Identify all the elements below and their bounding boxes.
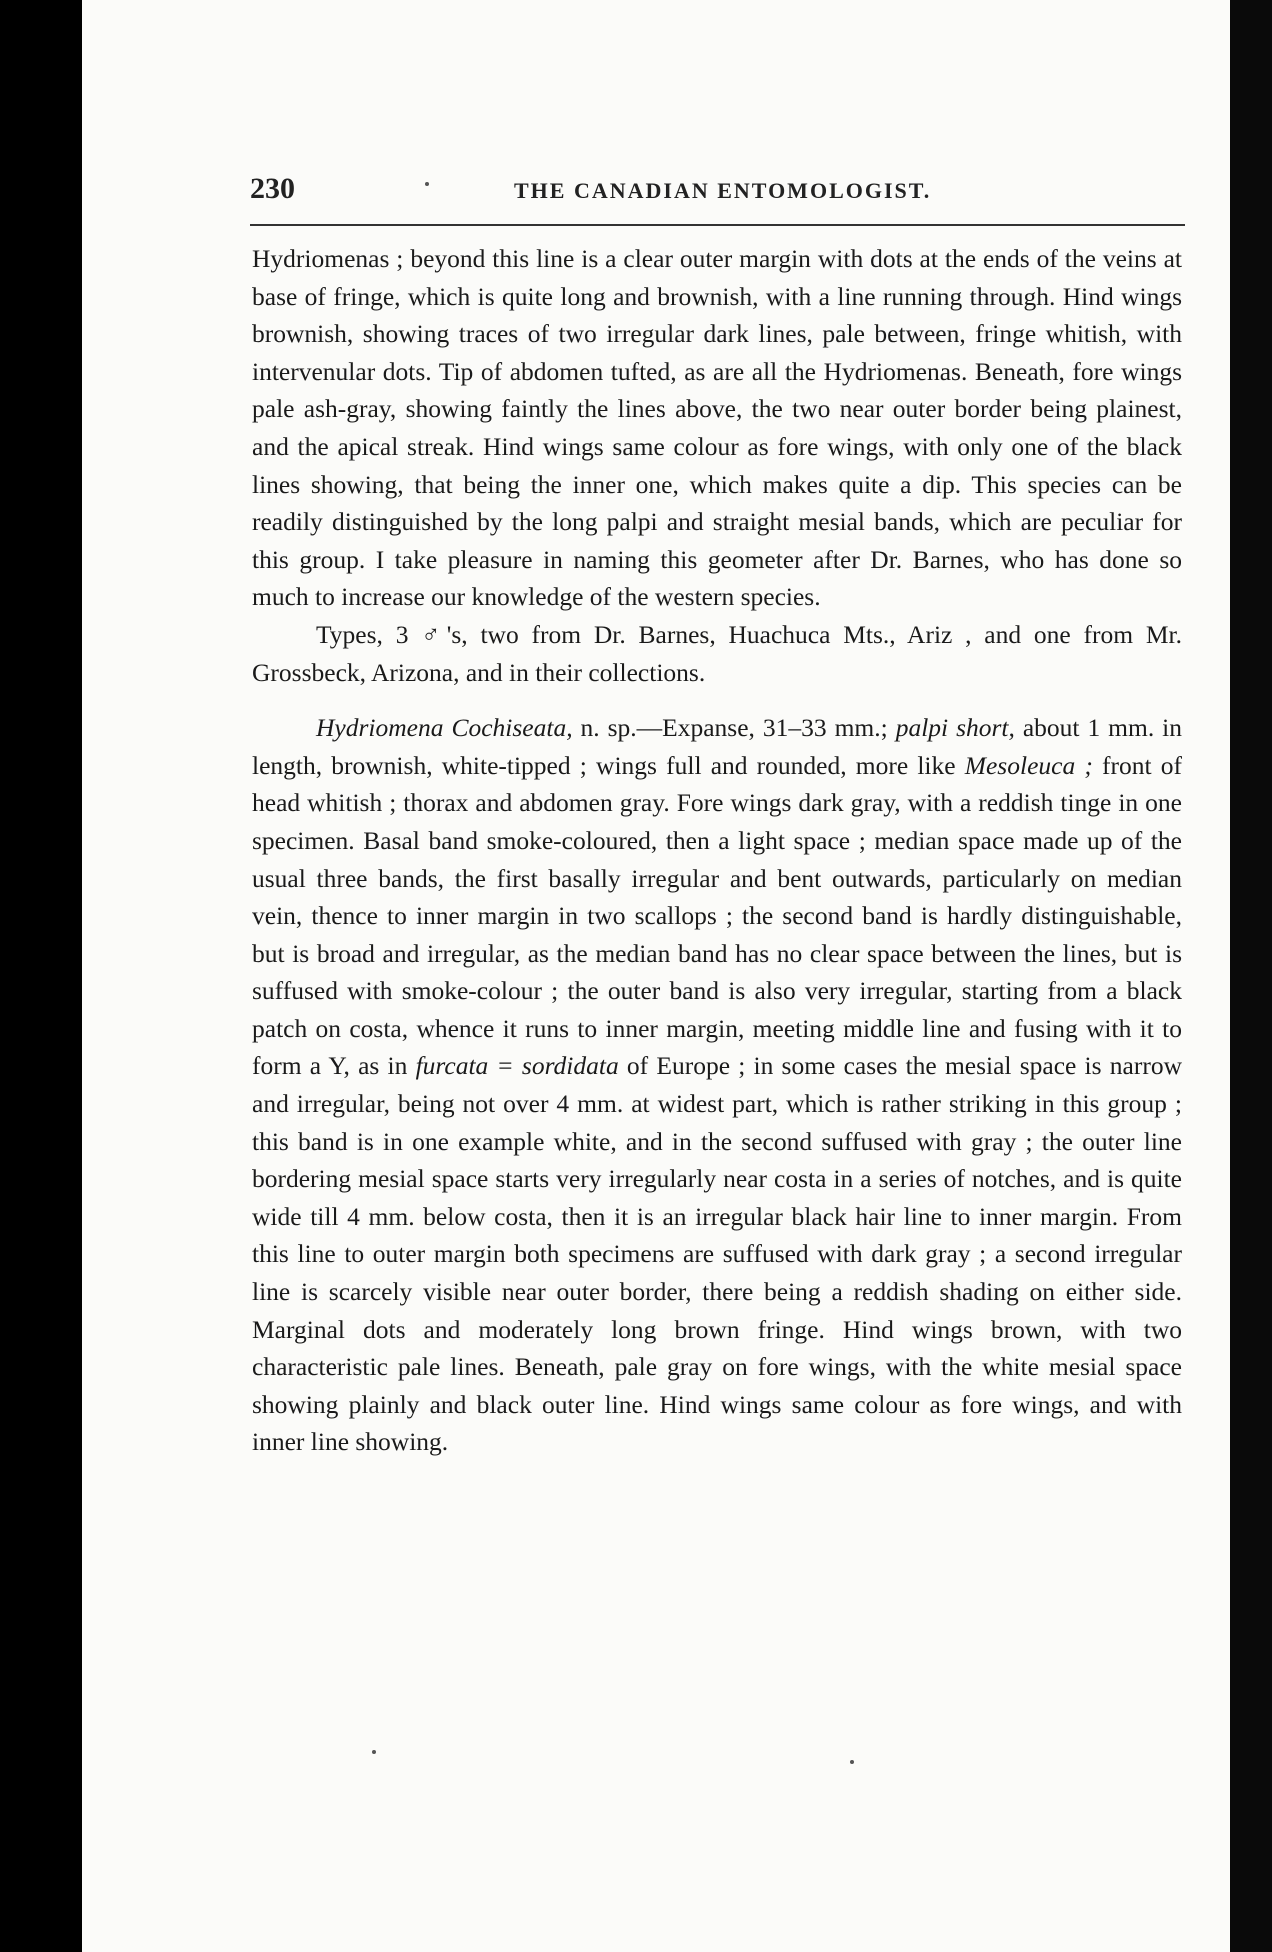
article-body [252, 240, 1182, 1461]
paragraph-continuation: Hydriomenas ; beyond this line is a clear outer margin with dots at the ends of the veins at base of fringe, which is quite long and brownish, with a line running through. Hind wings brownish, showing traces of two irregular dark lines, pale between, fringe whitish, with intervenular dots. Tip of abdomen tufted, as are all the Hydriomenas. Beneath, fore wings pale ash-gray, showing faintly the lines above, the two near outer border being plainest, and the apical streak. Hind wings same colour as fore wings, with only one of the black lines showing, that being the inner one, which makes quite a dip. This species can be readily distinguished by the long palpi and straight mesial bands, which are peculiar for this group. I take pleasure in naming this geometer after Dr. Barnes, who has done so much to increase our knowledge of the western species. [252, 244, 1182, 612]
paragraph-types: Types, 3 ♂'s, two from Dr. Barnes, Huachuca Mts., Ariz , and one from Mr. Grossbeck, Arizona, and in their collections. [252, 619, 1182, 687]
mesoleuca-name: Mesoleuca ; [964, 750, 1093, 780]
description-intro: n. sp.—Expanse, 31–33 mm.; [572, 713, 896, 743]
page-edge-shadow [1230, 0, 1272, 1952]
page-header [250, 168, 1210, 208]
description-part-2: front of head whitish ; thorax and abdomen gray. Fore wings dark gray, with a reddish tinge in one specimen. Basal band smoke-coloured, then a light space ; median space made up of the usual three bands, the first basally irregular and bent outwards, particularly on median vein, thence to inner margin in two scallops ; the second band is hardly distinguishable, but is broad and irregular, as the median band has no clear space between the lines, but is suffused with smoke-colour ; the outer band is also very irregular, starting from a black patch on costa, whence it runs to inner margin, meeting middle line and fusing with it to form a Y, as in [252, 750, 1183, 1081]
page-number: 230 [250, 172, 295, 205]
running-title: THE CANADIAN ENTOMOLOGIST. [514, 178, 932, 203]
header-rule [250, 224, 1185, 226]
print-speck [372, 1750, 376, 1754]
description-part-3: of Europe ; in some cases the mesial space is narrow and irregular, being not over 4 mm. at widest part, which is rather striking in this group ; this band is in one example white, and in the second suffused with gray ; the outer line bordering mesial space starts very irregularly near costa in a series of notches, and is quite wide till 4 mm. below costa, then it is an irregular black hair line to inner margin. From this line to outer margin both specimens are suffused with dark gray ; a second irregular line is scarcely visible near outer border, there being a reddish shading on either side. Marginal dots and moderately long brown fringe. Hind wings brown, with two characteristic pale lines. Beneath, pale gray on fore wings, with the white mesial space showing plainly and black outer line. Hind wings same colour as fore wings, and with inner line showing. [252, 1051, 1182, 1457]
print-speck [425, 182, 429, 186]
palpi-note: palpi short, [895, 713, 1015, 743]
furcata-name: furcata = sordidata [415, 1051, 619, 1081]
genus-name: Hydriomena [316, 713, 444, 743]
description-part-1: about 1 mm. in length, brownish, white-tipped ; wings full and rounded, more like [252, 713, 1182, 780]
species-name: Cochiseata, [451, 713, 573, 743]
paragraph-species-description [252, 709, 1182, 1461]
print-speck [850, 1760, 854, 1764]
